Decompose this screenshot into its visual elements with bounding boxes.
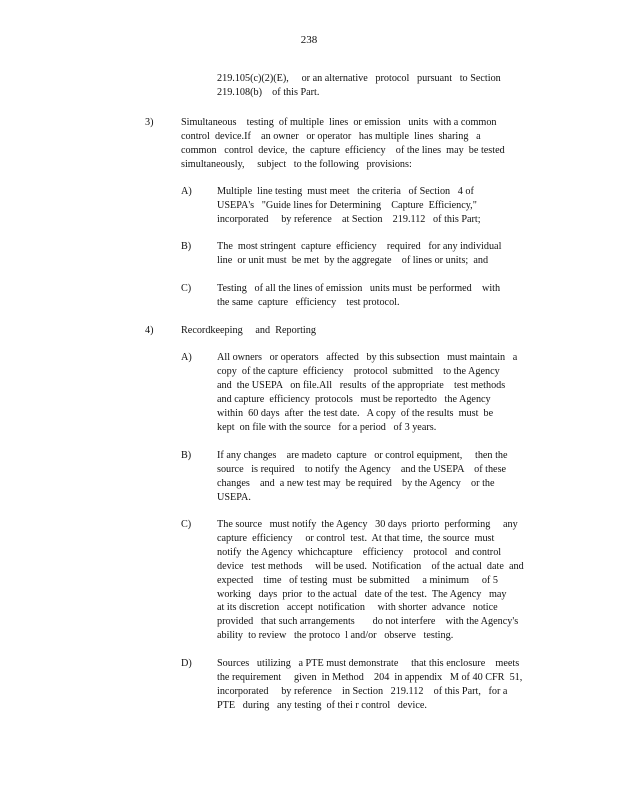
item-3b-paragraph: [217, 240, 501, 268]
text-line: notify the Agency whichcapture efficiency protocol and control: [217, 546, 502, 558]
text-line: the requirement given in Method 204 in appendix M of 40 CFR 51,: [217, 671, 523, 683]
text-line: Multiple line testing must meet the criteria of Section 4 of: [217, 186, 474, 197]
item-3a-marker: A): [181, 186, 192, 197]
text-line: The most stringent capture efficiency required for any individual: [217, 241, 502, 252]
intro-paragraph: [217, 72, 501, 100]
item-3c-paragraph: [217, 282, 500, 310]
text-line: incorporated by reference in Section 219.112 of this Part, for a: [217, 685, 508, 697]
text-line: ability to review the protoco l and/or observe testing.: [217, 630, 454, 642]
text-line: USEPA.: [217, 491, 251, 503]
item-4a-marker: A): [181, 352, 192, 363]
item-4b-marker: B): [181, 450, 192, 461]
item-4b-paragraph: [217, 449, 508, 505]
text-line: within 60 days after the test date. A copy of the results must be: [217, 407, 494, 419]
text-line: provided that such arrangements do not interfere with the Agency's: [217, 616, 519, 628]
text-line: 219.105(c)(2)(E), or an alternative protocol pursuant to Section: [217, 73, 501, 84]
text-line: and the USEPA on file.All results of the appropriate test methods: [217, 379, 506, 391]
text-line: working days prior to the actual date of the test. The Agency may: [217, 588, 507, 600]
item-4-marker: 4): [145, 325, 154, 336]
text-line: kept on file with the source for a period of 3 years.: [217, 421, 437, 433]
text-line: If any changes are madeto capture or control equipment, then the: [217, 450, 508, 461]
text-line: and capture efficiency protocols must be reportedto the Agency: [217, 393, 491, 405]
text-line: simultaneously, subject to the following provisions:: [181, 158, 412, 170]
text-line: common control device, the capture efficiency of the lines may be tested: [181, 144, 505, 156]
text-line: All owners or operators affected by this subsection must maintain a: [217, 352, 518, 363]
text-line: device test methods will be used. Notification of the actual date and: [217, 560, 524, 572]
text-line: at its discretion accept notification with shorter advance notice: [217, 602, 498, 614]
text-line: USEPA's "Guide lines for Determining Capture Efficiency,": [217, 199, 477, 211]
text-line: line or unit must be met by the aggregate of lines or units; and: [217, 254, 489, 266]
text-line: changes and a new test may be required by the Agency or the: [217, 477, 495, 489]
text-line: source is required to notify the Agency and the USEPA of these: [217, 463, 507, 475]
text-line: Simultaneous testing of multiple lines or emission units with a common: [181, 117, 497, 128]
page-number: 238: [300, 34, 318, 46]
item-4d-paragraph: [217, 657, 522, 713]
text-line: Sources utilizing a PTE must demonstrate that this enclosure meets: [217, 658, 520, 669]
item-3a-paragraph: [217, 185, 481, 227]
item-4d-marker: D): [181, 658, 192, 669]
text-line: copy of the capture efficiency protocol submitted to the Agency: [217, 365, 500, 377]
item-4a-paragraph: [217, 351, 517, 434]
text-line: incorporated by reference at Section 219.112 of this Part;: [217, 213, 481, 225]
item-4-heading: Recordkeeping and Reporting: [181, 325, 316, 336]
text-line: capture efficiency or control test. At that time, the source must: [217, 532, 495, 544]
item-4c-marker: C): [181, 519, 192, 530]
text-line: Testing of all the lines of emission units must be performed with: [217, 283, 501, 294]
text-line: The source must notify the Agency 30 days priorto performing any: [217, 519, 518, 530]
item-3-marker: 3): [145, 117, 154, 128]
item-3c-marker: C): [181, 283, 192, 294]
text-line: PTE during any testing of thei r control device.: [217, 699, 427, 711]
text-line: 219.108(b) of this Part.: [217, 86, 320, 98]
text-line: expected time of testing must be submitted a minimum of 5: [217, 574, 498, 586]
item-4c-paragraph: [217, 518, 524, 643]
text-line: the same capture efficiency test protocol.: [217, 296, 400, 308]
text-line: control device.If an owner or operator has multiple lines sharing a: [181, 130, 481, 142]
item-3-paragraph: [181, 116, 505, 172]
item-3b-marker: B): [181, 241, 192, 252]
